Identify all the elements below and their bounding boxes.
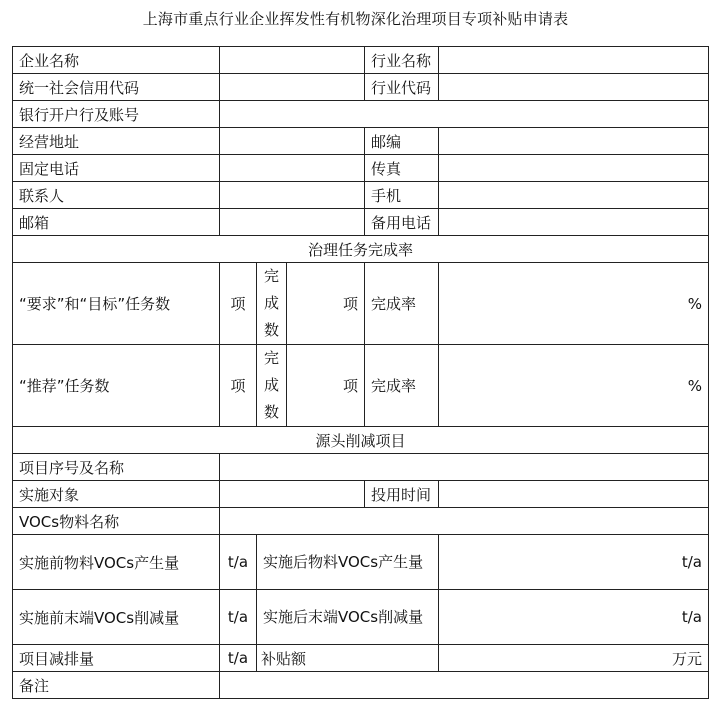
section-header-row (13, 427, 709, 454)
backup-phone-field[interactable] (439, 209, 709, 236)
required-done-label (257, 263, 287, 345)
project-name-field[interactable] (220, 454, 709, 481)
bank-account-label: 银行开户行及账号 (13, 101, 220, 128)
done-char: 数 (263, 321, 279, 339)
industry-code-field[interactable] (439, 74, 709, 101)
form-row (13, 47, 709, 74)
completion-row-required (13, 263, 709, 345)
form-row (13, 481, 709, 508)
form-row (13, 508, 709, 535)
required-tasks-unit: 项 (220, 263, 257, 345)
credit-code-label: 统一社会信用代码 (13, 74, 220, 101)
required-rate-field[interactable]: % (439, 263, 709, 345)
backup-phone-label: 备用电话 (365, 209, 439, 236)
remarks-label: 备注 (13, 672, 220, 699)
address-label: 经营地址 (13, 128, 220, 155)
before-reduction-unit[interactable]: t/a (220, 590, 257, 645)
phone-label: 固定电话 (13, 155, 220, 182)
before-output-unit[interactable]: t/a (220, 535, 257, 590)
required-rate-label: 完成率 (365, 263, 439, 345)
required-done-unit: 项 (287, 263, 365, 345)
commission-time-label: 投用时间 (365, 481, 439, 508)
form-row (13, 182, 709, 209)
done-char: 成 (263, 376, 279, 394)
section-header-row (13, 236, 709, 263)
industry-name-label: 行业名称 (365, 47, 439, 74)
bank-account-field[interactable] (220, 101, 709, 128)
fax-label: 传真 (365, 155, 439, 182)
recommended-tasks-label: “推荐”任务数 (13, 345, 220, 427)
contact-label: 联系人 (13, 182, 220, 209)
completion-row-recommended (13, 345, 709, 427)
phone-field[interactable] (220, 155, 365, 182)
form-row (13, 101, 709, 128)
recommended-rate-field[interactable]: % (439, 345, 709, 427)
emission-reduction-label: 项目减排量 (13, 645, 220, 672)
target-label: 实施对象 (13, 481, 220, 508)
form-row (13, 74, 709, 101)
project-name-label: 项目序号及名称 (13, 454, 220, 481)
after-output-label: 实施后物料VOCs产生量 (257, 535, 439, 590)
form-row (13, 155, 709, 182)
recommended-done-label (257, 345, 287, 427)
form-row (13, 535, 709, 590)
postcode-field[interactable] (439, 128, 709, 155)
before-output-label: 实施前物料VOCs产生量 (13, 535, 220, 590)
done-char: 完 (263, 349, 279, 367)
after-output-field[interactable]: t/a (439, 535, 709, 590)
form-row (13, 454, 709, 481)
company-name-label: 企业名称 (13, 47, 220, 74)
recommended-done-unit: 项 (287, 345, 365, 427)
required-tasks-label: “要求”和“目标”任务数 (13, 263, 220, 345)
form-title: 上海市重点行业企业挥发性有机物深化治理项目专项补贴申请表 (142, 10, 569, 28)
postcode-label: 邮编 (365, 128, 439, 155)
target-field[interactable] (220, 481, 365, 508)
credit-code-field[interactable] (220, 74, 365, 101)
completion-section-header: 治理任务完成率 (13, 236, 709, 263)
email-label: 邮箱 (13, 209, 220, 236)
email-field[interactable] (220, 209, 365, 236)
mobile-field[interactable] (439, 182, 709, 209)
address-field[interactable] (220, 128, 365, 155)
contact-field[interactable] (220, 182, 365, 209)
done-char: 数 (263, 403, 279, 421)
voc-material-label: VOCs物料名称 (13, 508, 220, 535)
remarks-field[interactable] (220, 672, 709, 699)
industry-name-field[interactable] (439, 47, 709, 74)
after-reduction-label: 实施后末端VOCs削减量 (257, 590, 439, 645)
source-section-header: 源头削减项目 (13, 427, 709, 454)
mobile-label: 手机 (365, 182, 439, 209)
industry-code-label: 行业代码 (365, 74, 439, 101)
recommended-tasks-unit: 项 (220, 345, 257, 427)
form-row (13, 128, 709, 155)
recommended-rate-label: 完成率 (365, 345, 439, 427)
commission-time-field[interactable] (439, 481, 709, 508)
done-char: 完 (263, 267, 279, 285)
done-char: 成 (263, 294, 279, 312)
company-name-field[interactable] (220, 47, 365, 74)
emission-reduction-unit[interactable]: t/a (220, 645, 257, 672)
form-row (13, 590, 709, 645)
before-reduction-label: 实施前末端VOCs削减量 (13, 590, 220, 645)
voc-material-field[interactable] (220, 508, 709, 535)
application-form-table (12, 46, 709, 699)
subsidy-label: 补贴额 (257, 645, 439, 672)
fax-field[interactable] (439, 155, 709, 182)
after-reduction-field[interactable]: t/a (439, 590, 709, 645)
form-row (13, 672, 709, 699)
form-row (13, 209, 709, 236)
form-row (13, 645, 709, 672)
subsidy-field[interactable]: 万元 (439, 645, 709, 672)
